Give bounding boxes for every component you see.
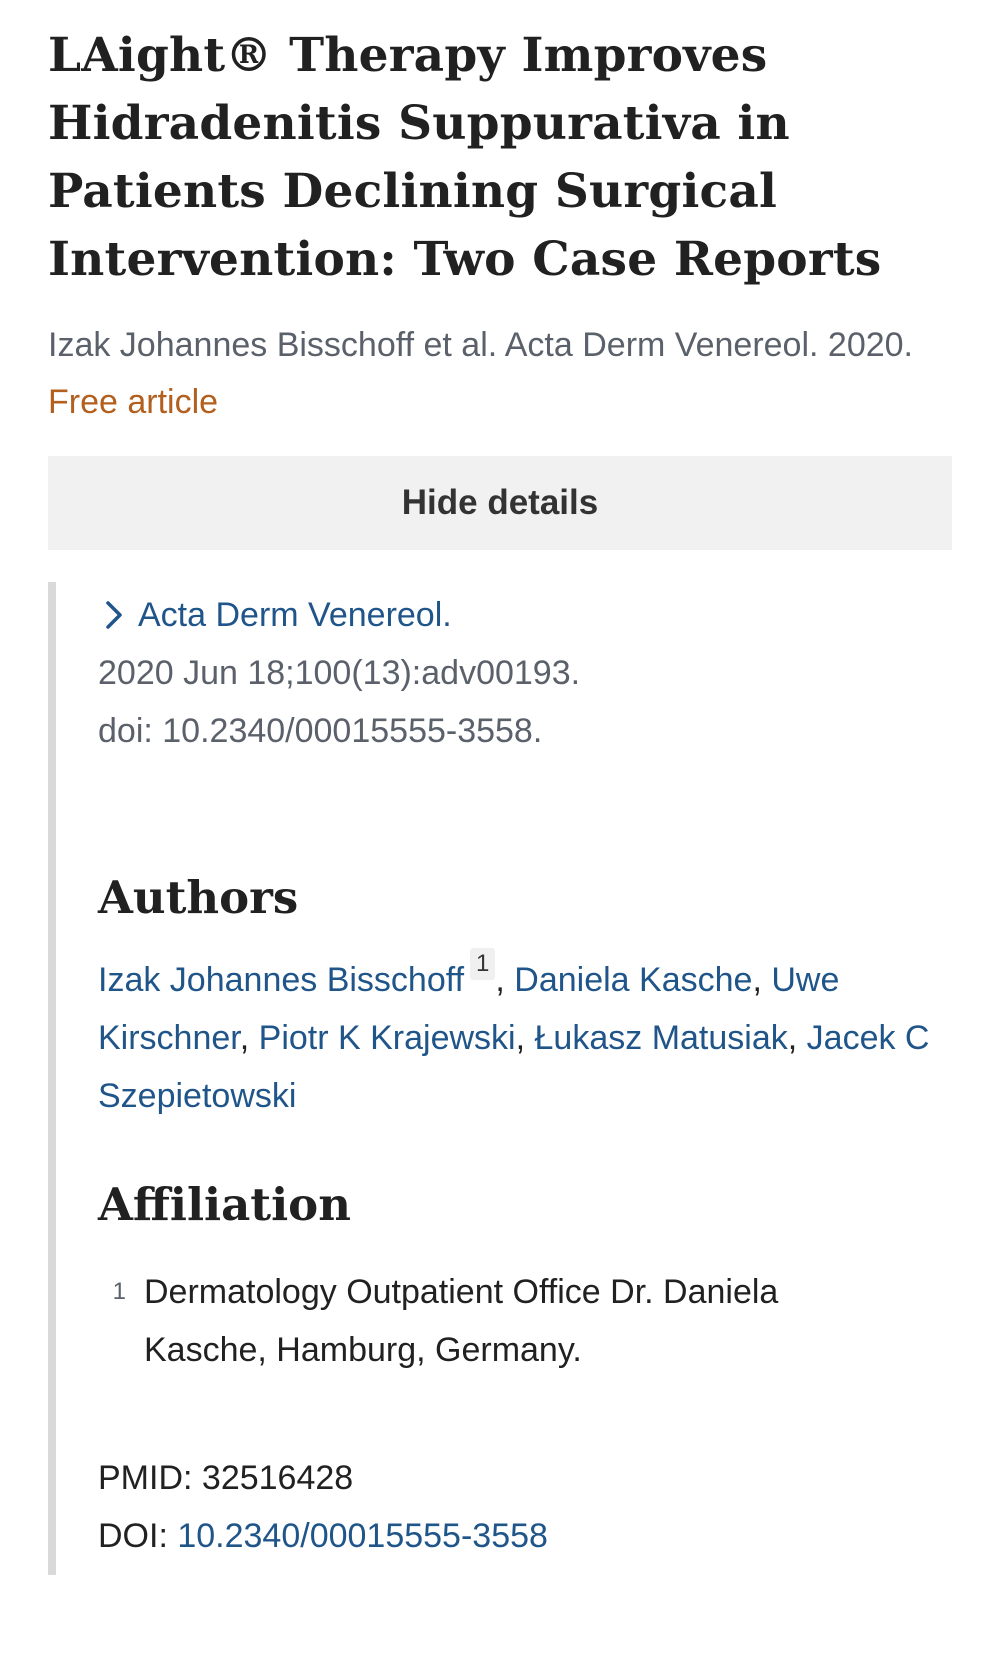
pmid-label: PMID: <box>98 1459 202 1497</box>
doi-citation: doi: 10.2340/00015555-3558. <box>98 712 543 750</box>
affiliation-text: Dermatology Outpatient Office Dr. Daniela Kasche, Hamburg, Germany. <box>144 1273 779 1369</box>
article-page <box>48 0 952 1575</box>
doi-line <box>98 1507 952 1565</box>
publication-date-volume: 2020 Jun 18;100(13):adv00193. <box>98 654 581 692</box>
author-link[interactable]: Jacek C Szepietowski <box>98 1019 930 1115</box>
journal-link[interactable]: Acta Derm Venereol. <box>138 596 452 634</box>
pmid-value: 32516428 <box>201 1459 354 1497</box>
author-link[interactable]: Łukasz Matusiak <box>534 1019 788 1057</box>
authors-heading: Authors <box>98 871 299 924</box>
article-details <box>48 582 952 1575</box>
hide-details-button[interactable]: Hide details <box>48 456 952 550</box>
author-separator: , <box>515 1019 535 1057</box>
chevron-right-icon[interactable] <box>98 595 136 635</box>
author-separator: , <box>495 961 515 999</box>
author-link[interactable]: Daniela Kasche <box>514 961 753 999</box>
author-link[interactable]: Piotr K Krajewski <box>258 1019 516 1057</box>
free-article-label: Free article <box>48 383 219 421</box>
citation-short: Izak Johannes Bisschoff et al. Acta Derm Venereol. 2020. <box>48 326 913 364</box>
doi-link[interactable]: 10.2340/00015555-3558 <box>177 1517 548 1555</box>
affiliation-number: 1 <box>112 1278 126 1305</box>
author-separator: , <box>787 1019 807 1057</box>
authors-list <box>98 948 952 1125</box>
pmid-line <box>98 1449 952 1507</box>
author-link[interactable]: Uwe Kirschner <box>98 961 840 1057</box>
affiliation-heading: Affiliation <box>98 1178 351 1231</box>
article-identifiers <box>98 1449 952 1565</box>
doi-label: DOI: <box>98 1517 178 1555</box>
article-title: LAight® Therapy Improves Hidradenitis Suppurativa in Patients Declining Surgical Intervention: Two Case Reports <box>48 28 882 287</box>
affiliation-ref-badge[interactable]: 1 <box>470 948 495 980</box>
author-separator: , <box>752 961 772 999</box>
affiliation-item <box>98 1263 952 1379</box>
author-link[interactable]: Izak Johannes Bisschoff <box>98 961 465 999</box>
journal-line <box>98 582 952 644</box>
author-separator: , <box>239 1019 259 1057</box>
